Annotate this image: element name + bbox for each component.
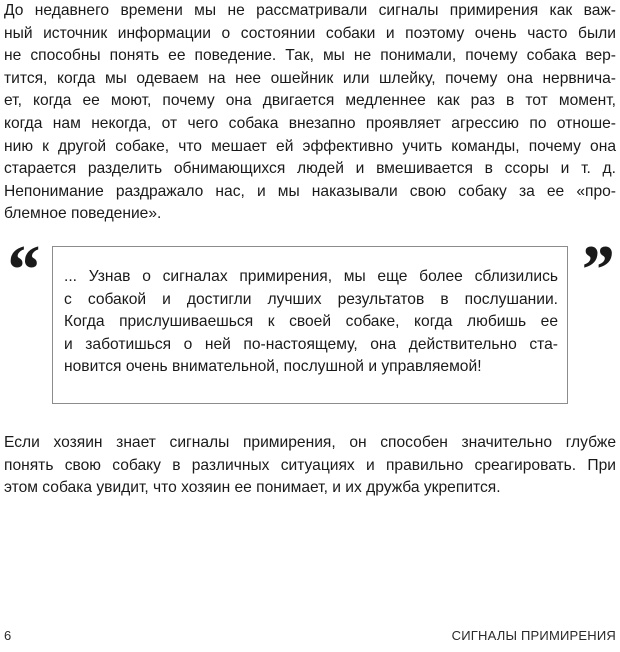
text-line: не способны понять ее поведение. Так, мы не понимали, почему собака вер- bbox=[4, 47, 616, 65]
quote-line: с собакой и достигли лучших результатов в послушании. bbox=[64, 290, 558, 308]
text-line: Непонимание раздражало нас, и мы наказывали свою собаку за ее «про- bbox=[4, 182, 616, 200]
text-line: ный источник информации о состоянии собаки и поэтому очень часто были bbox=[4, 24, 616, 42]
text-line: когда нам некогда, от чего собака внезапно проявляет агрессию по отноше- bbox=[4, 114, 616, 132]
page-number: 6 bbox=[4, 628, 12, 643]
text-line: этом собака увидит, что хозяин ее понимает, и их дружба укрепится. bbox=[4, 479, 501, 497]
paragraph-intro bbox=[4, 0, 616, 226]
text-line: блемное поведение». bbox=[4, 205, 162, 223]
quote-text bbox=[64, 266, 558, 379]
quote-line: и заботишься о ней по-настоящему, она действительно ста- bbox=[64, 335, 558, 353]
quote-box bbox=[52, 246, 568, 404]
close-quote-icon: ” bbox=[578, 232, 613, 309]
paragraph-conclusion bbox=[4, 432, 616, 500]
text-line: Если хозяин знает сигналы примирения, он способен значительно глубже bbox=[4, 434, 616, 451]
text-line: старается разделить обнимающихся людей и вмешивается в ссоры и т. д. bbox=[4, 160, 616, 178]
quote-line: Когда прислушиваешься к своей собаке, когда любишь ее bbox=[64, 313, 558, 331]
text-line: До недавнего времени мы не рассматривали сигналы примирения как важ- bbox=[4, 2, 616, 19]
text-line: ет, когда ее моют, почему она двигается медленнее как раз в тот момент, bbox=[4, 92, 616, 110]
text-line: понять свою собаку в различных ситуациях и правильно среагировать. При bbox=[4, 456, 616, 474]
quote-line: новится очень внимательной, послушной и управляемой! bbox=[64, 358, 482, 376]
text-line: нию к другой собаке, что мешает ей эффективно учить команды, почему она bbox=[4, 137, 616, 155]
open-quote-icon: “ bbox=[4, 232, 39, 309]
quote-line: ... Узнав о сигналах примирения, мы еще более сблизились bbox=[64, 268, 558, 285]
text-line: тится, когда мы одеваем на нее ошейник или шлейку, почему она нервнича- bbox=[4, 69, 616, 87]
running-title: СИГНАЛЫ ПРИМИРЕНИЯ bbox=[451, 628, 616, 643]
